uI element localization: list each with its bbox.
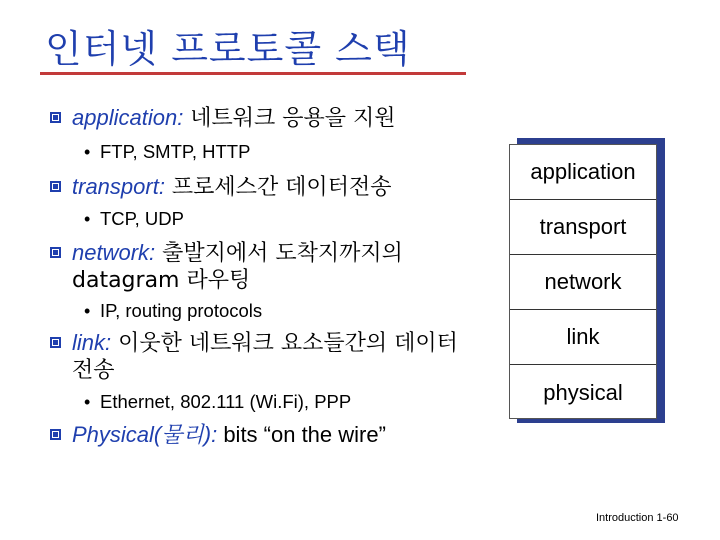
title-underline (40, 72, 466, 75)
sub-bullet-text: FTP, SMTP, HTTP (100, 141, 251, 162)
bullet-list (48, 104, 478, 449)
square-bullet-icon (50, 181, 61, 192)
dot-bullet-icon: • (84, 392, 91, 412)
square-bullet-icon (50, 337, 61, 348)
sub-bullet-link (48, 390, 478, 414)
bullet-transport (48, 173, 484, 201)
bullet-term: Physical(물리): (72, 422, 218, 447)
bullet-application (48, 104, 484, 132)
slide-title: 인터넷 프로토콜 스택 (45, 27, 411, 71)
bullet-desc: bits “on the wire” (217, 422, 386, 447)
layer-link: link (510, 310, 656, 365)
bullet-term: application: (72, 105, 184, 130)
layer-network: network (510, 255, 656, 310)
square-bullet-icon (50, 112, 61, 123)
slide-footer: Introduction 1-60 (596, 512, 679, 524)
dot-bullet-icon: • (84, 142, 91, 162)
bullet-link (48, 329, 484, 384)
bullet-desc: 네트워크 응용을 지원 (183, 106, 396, 131)
sub-bullet-application (48, 140, 478, 164)
bullet-term: network: (72, 240, 156, 265)
square-bullet-icon (50, 429, 61, 440)
sub-bullet-text: Ethernet, 802.111 (Wi.Fi), PPP (100, 391, 352, 412)
square-bullet-icon (50, 247, 61, 258)
bullet-desc: 이웃한 네트워크 요소들간의 데이터 전송 (72, 331, 458, 383)
bullet-term: link: (72, 330, 112, 355)
dot-bullet-icon: • (84, 209, 91, 229)
protocol-stack-diagram (509, 144, 657, 419)
bullet-term: transport: (72, 174, 165, 199)
dot-bullet-icon: • (84, 301, 91, 321)
bullet-physical (48, 421, 512, 449)
sub-bullet-network (48, 299, 478, 323)
sub-bullet-text: IP, routing protocols (100, 300, 263, 321)
layer-transport: transport (510, 200, 656, 255)
bullet-desc: 출발지에서 도착지까지의 datagram 라우팅 (72, 241, 403, 293)
sub-bullet-text: TCP, UDP (100, 208, 184, 229)
bullet-desc: 프로세스간 데이터전송 (164, 175, 392, 200)
layer-application: application (510, 145, 656, 200)
layer-physical: physical (543, 379, 623, 405)
bullet-network (48, 239, 484, 294)
sub-bullet-transport (48, 207, 478, 231)
